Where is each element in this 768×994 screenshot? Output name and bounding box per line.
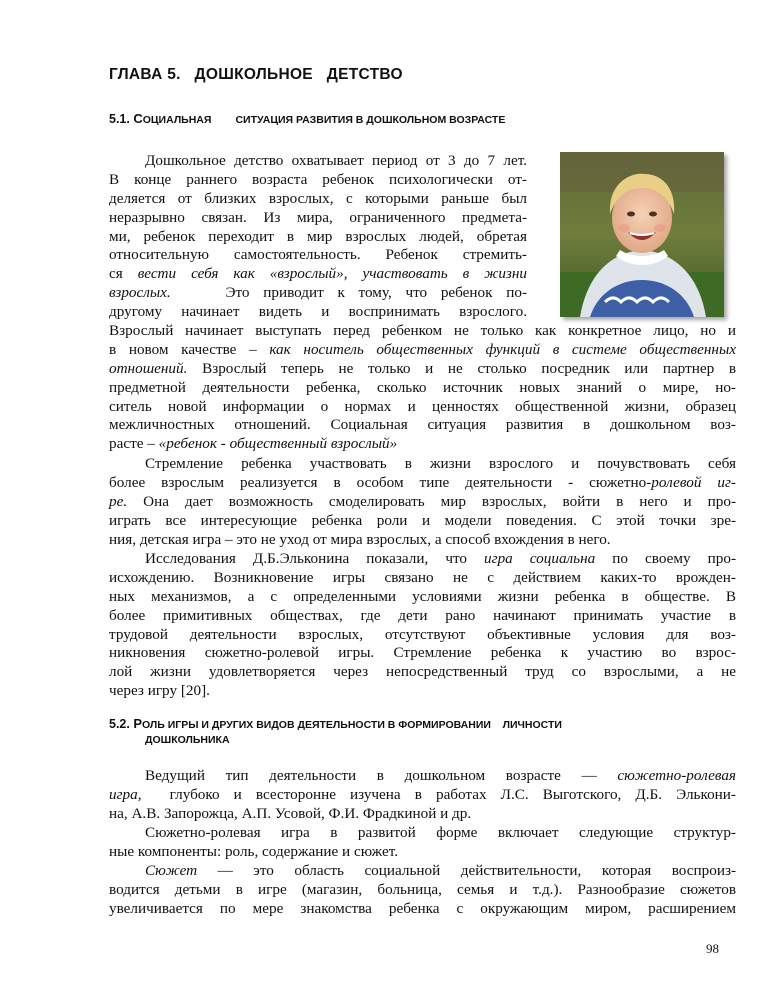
paragraph-2: Стремление ребенка участвовать в жизни взрослого и почувствовать себя более взрослым реализуется в особом типе деятельности - сюжетно-ролевой иг- ре. Она дает возможность смоделировать мир взрослых, войти в него и про- играть все интересующие ребенка роли и модели поведения. С этой точки зре- ния, детская игра – это не уход от мира взрослых, а способ вхождения в него. [109,455,736,548]
section-heading-5-2-line2: ДОШКОЛЬНИКА [145,734,230,746]
section-heading-5-2: 5.2. РОЛЬ ИГРЫ И ДРУГИХ ВИДОВ ДЕЯТЕЛЬНОСТИ В ФОРМИРОВАНИИ ЛИЧНОСТИ [109,716,562,731]
section-heading-5-1: 5.1. СОЦИАЛЬНАЯ СИТУАЦИЯ РАЗВИТИЯ В ДОШКОЛЬНОМ ВОЗРАСТЕ [109,111,506,126]
child-photo [560,152,724,317]
paragraph-4: Ведущий тип деятельности в дошкольном возрасте — сюжетно-ролевая игра, глубоко и всесторонне изучена в работах Л.С. Выготского, Д.Б. Элькони- на, А.В. Запорожца, А.П. Усовой, Ф.И. Фрадкиной и др. [109,767,736,822]
paragraph-1-continued: Взрослый начинает выступать перед ребенком не только как конкретное лицо, но и в новом качестве – как носитель общественных функций в системе общественных отношений. Взрослый теперь не только и не столько посредник или партнер в предметной деятельности ребенка, сколько источник новых знаний о мире, но- ситель новой информации о нормах и ценностях общественной жизни, образец межличностных отношений. Социальная ситуация развития в дошкольном воз- расте – «ребенок - общественный взрослый» [109,322,736,453]
paragraph-6: Сюжет — это область социальной действительности, которая воспроиз- водится детьми в игре (магазин, больница, семья и т.д.). Разнообразие сюжетов увеличивается по мере знакомства ребенка с окружающим миром, расширением [109,862,736,917]
paragraph-1-wrapped: Дошкольное детство охватывает период от 3 до 7 лет. В конце раннего возраста ребенок психологически от- деляется от близких взрослых, с которыми раньше был неразрывно связан. Из мира, ограниченного предмета- ми, ребенок переходит в мир взрослых людей, обретая относительную самостоятельность. Ребенок стремить- ся вести себя как «взрослый», участвовать в жизни взрослых. Это приводит к тому, что ребенок по- другому начинает видеть и воспринимать взрослого. [109,152,527,321]
page-number: 98 [706,941,719,956]
paragraph-5: Сюжетно-ролевая игра в развитой форме включает следующие структур- ные компоненты: роль, содержание и сюжет. [109,824,736,860]
chapter-title: ГЛАВА 5. ДОШКОЛЬНОЕ ДЕТСТВО [109,66,403,83]
paragraph-3: Исследования Д.Б.Эльконина показали, что игра социальна по своему про- исхождению. Возникновение игры связано не с действием каких-то врожден- ных механизмов, а с определенными условиями жизни ребенка в обществе. В более примитивных обществах, где дети рано начинают принимать участие в трудовой деятельности взрослых, отсутствуют объективные условия для воз- никновения сюжетно-ролевой игры. Стремление ребенка к участию во взрос- лой жизни удовлетворяется через непосредственный труд со взрослыми, а не через игру [20]. [109,550,736,700]
